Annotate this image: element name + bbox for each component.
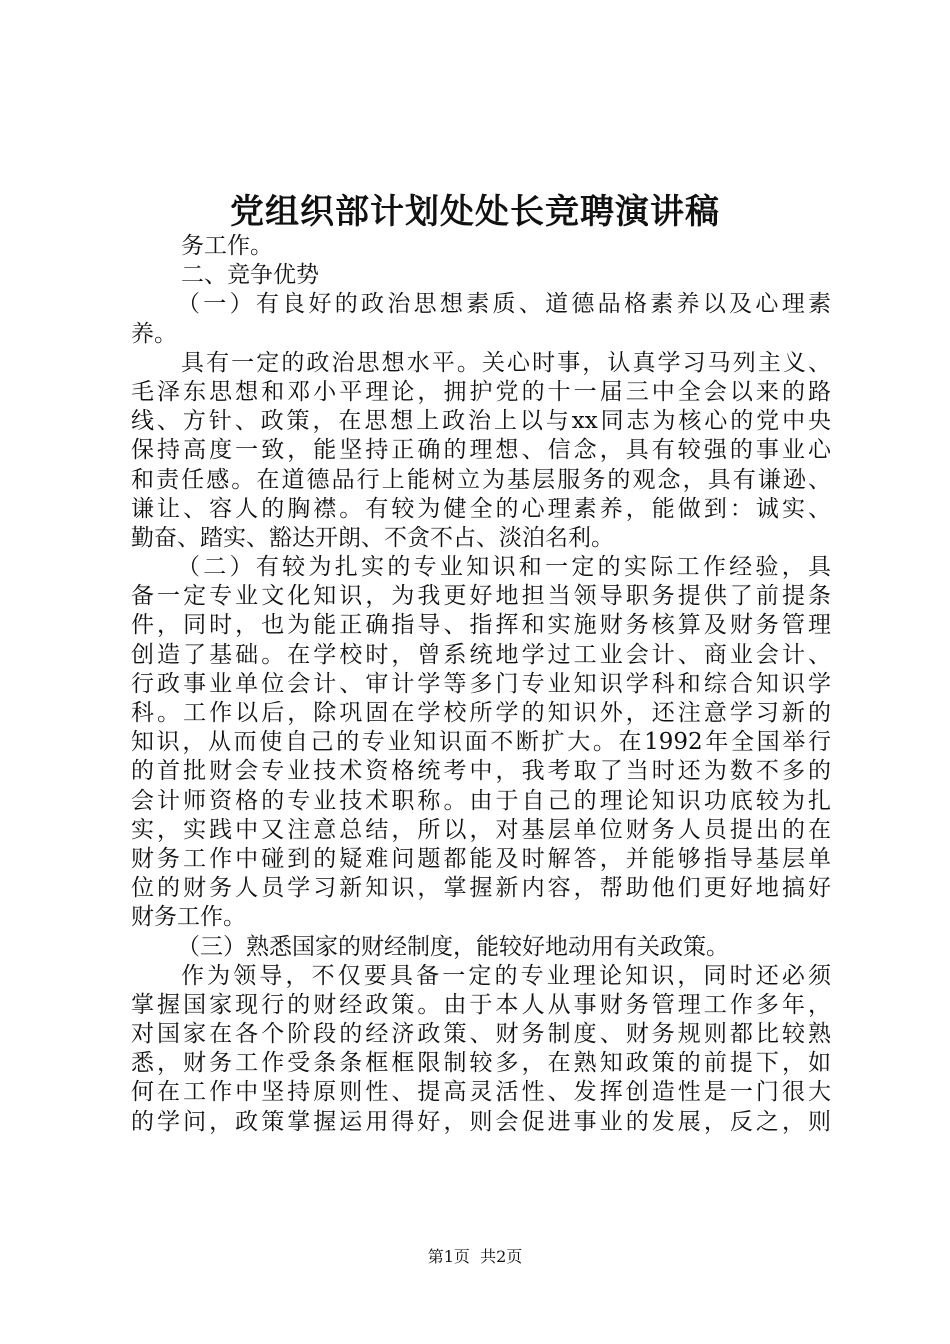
paragraph-line: 科。工作以后，除巩固在学校所学的知识外，还注意学习新的 xyxy=(131,700,831,726)
paragraph-line: 线、方针、政策，在思想上政治上以与xx同志为核心的党中央 xyxy=(131,408,831,435)
page-footer: 第1页 共2页 xyxy=(427,1247,523,1266)
paragraph-line: 悉，财务工作受条条框框限制较多，在熟知政策的前提下，如 xyxy=(131,1050,831,1077)
paragraph-line: （三）熟悉国家的财经制度，能较好地动用有关政策。 xyxy=(177,933,729,960)
paragraph-line: 的学问，政策掌握运用得好，则会促进事业的发展，反之，则 xyxy=(131,1108,831,1135)
paragraph-line: 财务工作中碰到的疑难问题都能及时解答，并能够指导基层单 xyxy=(131,845,831,872)
document-body xyxy=(131,232,831,1137)
paragraph-line: 勤奋、踏实、豁达开朗、不贪不占、淡泊名利。 xyxy=(131,524,614,551)
paragraph-line: 作为领导，不仅要具备一定的专业理论知识，同时还必须 xyxy=(181,962,831,989)
paragraph-line: 的首批财会专业技术资格统考中，我考取了当时还为数不多的 xyxy=(131,758,831,785)
paragraph-line: 和责任感。在道德品行上能树立为基层服务的观念，具有谦逊、 xyxy=(131,466,831,493)
paragraph-line: 件，同时，也为能正确指导、指挥和实施财务核算及财务管理 xyxy=(131,612,831,639)
paragraph-line: 会计师资格的专业技术职称。由于自己的理论知识功底较为扎 xyxy=(131,787,831,814)
paragraph-line: 何在工作中坚持原则性、提高灵活性、发挥创造性是一门很大 xyxy=(131,1079,831,1106)
paragraph-line: 具有一定的政治思想水平。关心时事，认真学习马列主义、 xyxy=(181,349,831,376)
paragraph-line: 行政事业单位会计、审计学等多门专业知识学科和综合知识学 xyxy=(131,670,831,697)
paragraph-line: 对国家在各个阶段的经济政策、财务制度、财务规则都比较熟 xyxy=(131,1021,831,1048)
paragraph-line: （二）有较为扎实的专业知识和一定的实际工作经验，具 xyxy=(177,554,831,581)
paragraph-line: 谦让、容人的胸襟。有较为健全的心理素养，能做到：诚实、 xyxy=(131,495,831,522)
document-title: 党组织部计划处处长竞聘演讲稿 xyxy=(230,192,720,232)
paragraph-line: 知识，从而使自己的专业知识面不断扩大。在1992年全国举行 xyxy=(131,729,831,756)
paragraph-line: 实，实践中又注意总结，所以，对基层单位财务人员提出的在 xyxy=(131,816,831,843)
paragraph-line: 掌握国家现行的财经政策。由于本人从事财务管理工作多年， xyxy=(131,991,831,1018)
paragraph-line: 毛泽东思想和邓小平理论，拥护党的十一届三中全会以来的路 xyxy=(131,378,831,405)
paragraph-line: 二、竞争优势 xyxy=(181,262,319,289)
paragraph-line: 保持高度一致，能坚持正确的理想、信念，具有较强的事业心 xyxy=(131,437,831,464)
paragraph-line: 创造了基础。在学校时，曾系统地学过工业会计、商业会计、 xyxy=(131,641,831,668)
paragraph-line: 位的财务人员学习新知识，掌握新内容，帮助他们更好地搞好 xyxy=(131,875,831,902)
paragraph-line: 备一定专业文化知识，为我更好地担当领导职务提供了前提条 xyxy=(131,583,831,610)
paragraph-line: 务工作。 xyxy=(181,233,273,259)
paragraph-line: 养。 xyxy=(131,320,177,347)
paragraph-line: （一）有良好的政治思想素质、道德品格素养以及心理素 xyxy=(177,291,831,318)
paragraph-line: 财务工作。 xyxy=(131,904,246,931)
